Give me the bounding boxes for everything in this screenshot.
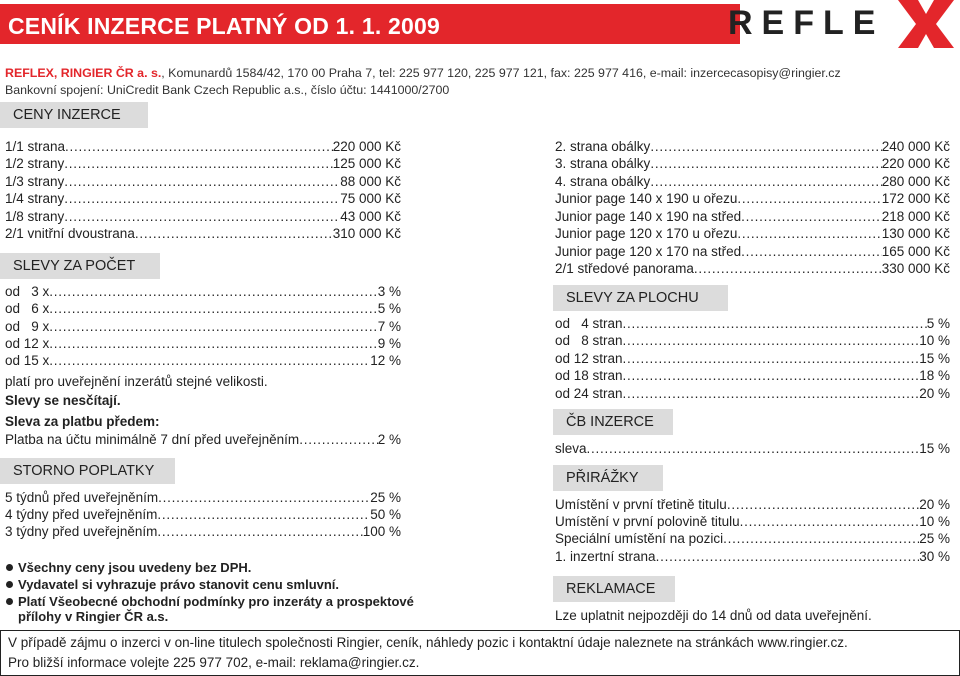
note-text: Platí Všeobecné obchodní podmínky pro inzeráty a prospektové	[18, 594, 414, 609]
discount-label: od 12 x	[5, 336, 50, 351]
section-title: CENY INZERCE	[13, 107, 121, 123]
discount-value: 5 %	[926, 316, 950, 331]
dot-leader	[49, 284, 377, 300]
dot-leader	[623, 386, 920, 402]
note-text: Vydavatel si vyhrazuje právo stanovit cenu smluvní.	[18, 577, 340, 592]
price-value: 165 000 Kč	[881, 244, 950, 259]
dot-leader	[737, 226, 881, 242]
discount-label: od 24 stran	[555, 386, 623, 401]
note-item-continued	[18, 609, 168, 624]
section-title: SLEVY ZA POČET	[13, 258, 136, 274]
price-row	[5, 139, 401, 155]
dot-leader	[299, 432, 378, 448]
price-row	[555, 139, 950, 155]
note-text: přílohy v Ringier ČR a.s.	[18, 609, 169, 624]
surcharge-value: 20 %	[919, 497, 950, 512]
reflex-logo	[718, 0, 960, 48]
section-storno-poplatky	[0, 458, 175, 484]
discount-value: 9 %	[377, 336, 401, 351]
cb-label: sleva	[555, 441, 587, 456]
price-label: Junior page 120 x 170 u ořezu	[555, 226, 738, 241]
publisher-name: REFLEX, RINGIER ČR a. s.	[5, 66, 162, 80]
publisher-contact: , Komunardů 1584/42, 170 00 Praha 7, tel: 225 977 120, 225 977 121, fax: 225 977 416, e-mail: inzercecasopisy@ringier.cz	[161, 66, 841, 80]
section-title: SLEVY ZA PLOCHU	[566, 290, 699, 306]
storno-row	[5, 524, 401, 540]
prepay-title: Sleva za platbu předem:	[5, 414, 160, 429]
discount-value: 20 %	[919, 386, 950, 401]
price-row	[5, 226, 401, 242]
price-label: 1/1 strana	[5, 139, 66, 154]
price-value: 88 000 Kč	[340, 174, 401, 189]
discount-label: od 18 stran	[555, 368, 623, 383]
price-row	[555, 209, 950, 225]
dot-leader	[741, 244, 882, 260]
prepay-row	[5, 432, 401, 448]
dot-leader	[623, 333, 920, 349]
note-text: Všechny ceny jsou uvedeny bez DPH.	[18, 560, 252, 575]
dot-leader	[49, 336, 377, 352]
price-row	[555, 156, 950, 172]
surcharge-label: Umístění v první polovině titulu	[555, 514, 740, 529]
price-value: 43 000 Kč	[340, 209, 401, 224]
price-row	[555, 174, 950, 190]
discount-label: od 6 x	[5, 301, 50, 316]
note-item	[6, 577, 339, 592]
storno-value: 50 %	[370, 507, 401, 522]
discount-row	[5, 336, 401, 352]
dot-leader	[650, 174, 881, 190]
discount-label: od 9 x	[5, 319, 50, 334]
price-label: Junior page 140 x 190 na střed	[555, 209, 742, 224]
price-row	[5, 174, 401, 190]
discount-note: platí pro uveřejnění inzerátů stejné velikosti.	[5, 374, 268, 389]
footer-line-2: Pro bližší informace volejte 225 977 702, e-mail: reklama@ringier.cz.	[8, 655, 420, 670]
price-row	[555, 191, 950, 207]
dot-leader	[741, 209, 882, 225]
storno-label: 5 týdnů před uveřejněním	[5, 490, 159, 505]
discount-row	[555, 351, 950, 367]
dot-leader	[49, 353, 370, 369]
bullet-icon	[6, 598, 13, 605]
price-value: 330 000 Kč	[881, 261, 950, 276]
cb-value: 15 %	[919, 441, 950, 456]
section-slevy-za-plochu	[553, 285, 728, 311]
discount-value: 3 %	[377, 284, 401, 299]
surcharge-row	[555, 549, 950, 565]
price-label: 1/2 strany	[5, 156, 65, 171]
dot-leader	[650, 139, 881, 155]
price-label: 1/3 strany	[5, 174, 65, 189]
storno-value: 25 %	[370, 490, 401, 505]
price-row	[5, 191, 401, 207]
surcharge-label: Speciální umístění na pozici	[555, 531, 724, 546]
dot-leader	[64, 191, 340, 207]
logo-x-mark	[884, 0, 960, 48]
dot-leader	[740, 514, 920, 530]
price-value: 310 000 Kč	[332, 226, 401, 241]
discount-row	[5, 353, 401, 369]
storno-value: 100 %	[362, 524, 401, 539]
bullet-icon	[6, 564, 13, 571]
dot-leader	[65, 139, 333, 155]
discount-value: 18 %	[919, 368, 950, 383]
surcharge-value: 10 %	[919, 514, 950, 529]
storno-label: 4 týdny před uveřejněním	[5, 507, 158, 522]
dot-leader	[64, 156, 332, 172]
section-cb-inzerce	[553, 409, 673, 435]
footer-line-1: V případě zájmu o inzerci v on-line titulech společnosti Ringier, ceník, náhledy pozic i kontaktní údaje naleznete na stránkách www.ringier.cz.	[8, 635, 848, 650]
bullet-icon	[6, 581, 13, 588]
surcharge-value: 30 %	[919, 549, 950, 564]
price-value: 130 000 Kč	[881, 226, 950, 241]
discount-label: od 3 x	[5, 284, 50, 299]
discount-row	[555, 386, 950, 402]
discount-row	[5, 319, 401, 335]
section-reklamace	[553, 576, 675, 602]
dot-leader	[623, 368, 920, 384]
prepay-value: 2 %	[377, 432, 401, 447]
prepay-label: Platba na účtu minimálně 7 dní před uveřejněním	[5, 432, 300, 447]
bank-line	[5, 83, 449, 97]
price-label: 1/4 strany	[5, 191, 65, 206]
price-label: 4. strana obálky	[555, 174, 651, 189]
dot-leader	[723, 531, 919, 547]
section-ceny-inzerce	[0, 102, 148, 128]
price-row	[555, 261, 950, 277]
dot-leader	[158, 490, 370, 506]
price-row	[5, 209, 401, 225]
discount-value: 10 %	[919, 333, 950, 348]
discount-row	[555, 316, 950, 332]
surcharge-value: 25 %	[919, 531, 950, 546]
discount-row	[555, 368, 950, 384]
footer-box	[0, 630, 960, 676]
price-value: 220 000 Kč	[881, 156, 950, 171]
reklamace-text: Lze uplatnit nejpozději do 14 dnů od data uveřejnění.	[555, 608, 872, 623]
title-bar	[0, 4, 740, 44]
price-label: 2. strana obálky	[555, 139, 651, 154]
price-row	[555, 244, 950, 260]
logo-text: REFLE	[728, 4, 885, 42]
cb-row	[555, 441, 950, 457]
dot-leader	[64, 209, 340, 225]
publisher-line	[5, 66, 841, 80]
surcharge-label: 1. inzertní strana	[555, 549, 656, 564]
discount-label: od 12 stran	[555, 351, 623, 366]
price-value: 280 000 Kč	[881, 174, 950, 189]
discount-value: 15 %	[919, 351, 950, 366]
discount-value: 5 %	[377, 301, 401, 316]
section-title: STORNO POPLATKY	[13, 463, 155, 479]
price-value: 125 000 Kč	[332, 156, 401, 171]
dot-leader	[64, 174, 340, 190]
price-row	[5, 156, 401, 172]
storno-label: 3 týdny před uveřejněním	[5, 524, 158, 539]
section-title: REKLAMACE	[566, 581, 656, 597]
discount-label: od 4 stran	[555, 316, 623, 331]
dot-leader	[623, 316, 927, 332]
note-item	[6, 560, 251, 575]
bank-name: Bankovní spojení: UniCredit Bank Czech Republic a.s.	[5, 83, 304, 97]
section-prirazky	[553, 465, 663, 491]
discount-label: od 15 x	[5, 353, 50, 368]
dot-leader	[656, 549, 920, 565]
dot-leader	[49, 319, 377, 335]
discount-row	[5, 301, 401, 317]
discount-value: 12 %	[370, 353, 401, 368]
price-label: 3. strana obálky	[555, 156, 651, 171]
note-item	[6, 594, 414, 609]
price-label: 2/1 středové panorama	[555, 261, 694, 276]
surcharge-row	[555, 497, 950, 513]
price-value: 220 000 Kč	[332, 139, 401, 154]
section-slevy-za-pocet	[0, 253, 160, 279]
price-row	[555, 226, 950, 242]
bank-account: , číslo účtu: 1441000/2700	[303, 83, 450, 97]
price-value: 172 000 Kč	[881, 191, 950, 206]
dot-leader	[623, 351, 920, 367]
surcharge-row	[555, 531, 950, 547]
surcharge-row	[555, 514, 950, 530]
dot-leader	[727, 497, 919, 513]
discount-value: 7 %	[377, 319, 401, 334]
storno-row	[5, 507, 401, 523]
dot-leader	[49, 301, 377, 317]
dot-leader	[587, 441, 920, 457]
page-title: CENÍK INZERCE PLATNÝ OD 1. 1. 2009	[8, 13, 440, 39]
price-label: Junior page 120 x 170 na střed	[555, 244, 742, 259]
no-sum-note: Slevy se nesčítají.	[5, 393, 121, 408]
dot-leader	[135, 226, 333, 242]
section-title: PŘIRÁŽKY	[566, 470, 639, 486]
section-title: ČB INZERCE	[566, 414, 654, 430]
dot-leader	[737, 191, 881, 207]
storno-row	[5, 490, 401, 506]
price-value: 218 000 Kč	[881, 209, 950, 224]
surcharge-label: Umístění v první třetině titulu	[555, 497, 727, 512]
dot-leader	[650, 156, 881, 172]
price-label: Junior page 140 x 190 u ořezu	[555, 191, 738, 206]
price-label: 1/8 strany	[5, 209, 65, 224]
price-value: 75 000 Kč	[340, 191, 401, 206]
price-label: 2/1 vnitřní dvoustrana	[5, 226, 135, 241]
discount-row	[5, 284, 401, 300]
discount-label: od 8 stran	[555, 333, 623, 348]
discount-row	[555, 333, 950, 349]
dot-leader	[157, 524, 362, 540]
price-value: 240 000 Kč	[881, 139, 950, 154]
dot-leader	[157, 507, 370, 523]
dot-leader	[694, 261, 882, 277]
